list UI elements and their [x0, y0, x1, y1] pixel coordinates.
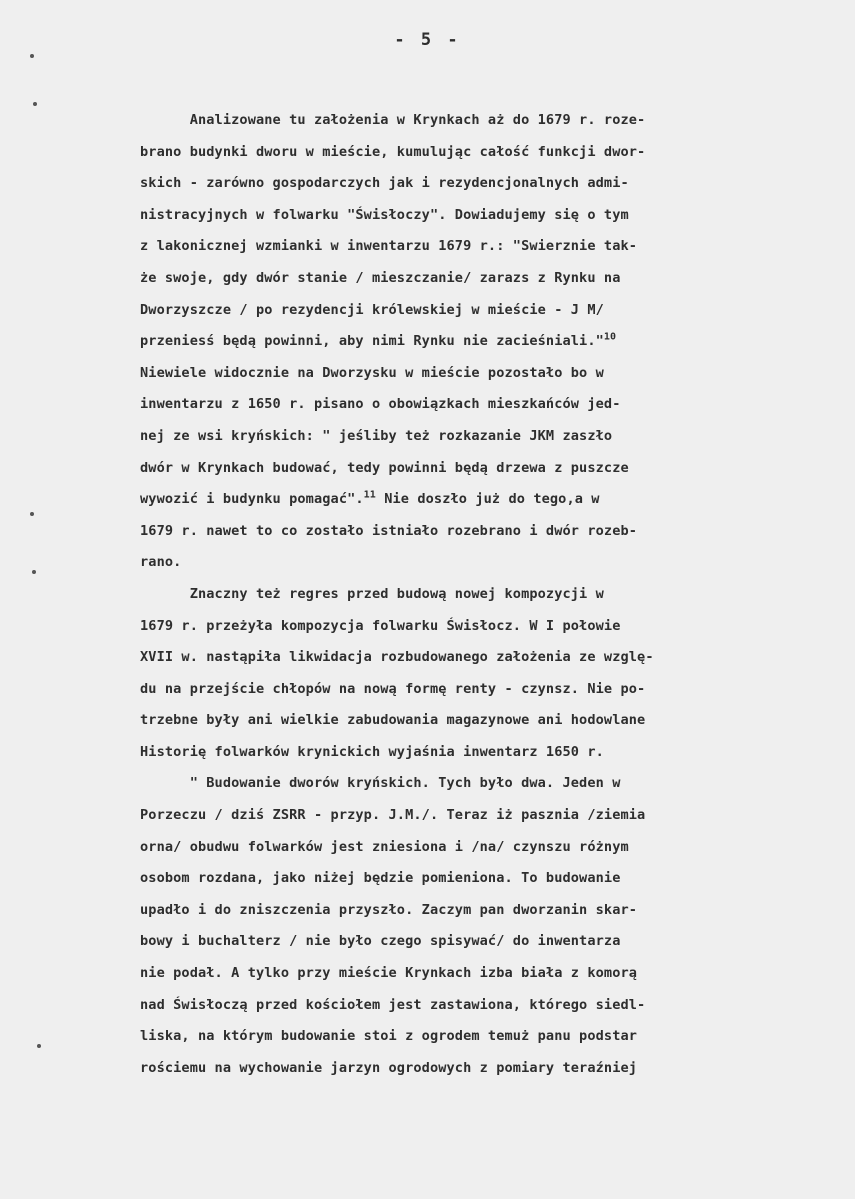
text-line: rościemu na wychowanie jarzyn ogrodowych z pomiary teraźniej	[140, 1059, 638, 1076]
text-line: orna/ obudwu folwarków jest zniesiona i /na/ czynszu różnym	[140, 838, 629, 855]
text-line: 1679 r. nawet to co zostało istniało rozebrano i dwór rozeb-	[140, 522, 638, 539]
text-line	[140, 484, 810, 516]
text-line: inwentarzu z 1650 r. pisano o obowiązkach mieszkańców jed-	[140, 396, 621, 413]
margin-mark	[30, 512, 34, 516]
text-line: z lakonicznej wzmianki w inwentarzu 1679 r.: "Swierznie tak-	[140, 238, 638, 255]
margin-mark	[37, 1044, 41, 1048]
text-line: Dworzyszcze / po rezydencji królewskiej w mieście - J M/	[140, 301, 604, 318]
footnote-ref: 10	[603, 331, 617, 343]
text-line: nej ze wsi kryńskich: " jeśliby też rozkazanie JKM zaszło	[140, 427, 613, 444]
text-line: Porzeczu / dziś ZSRR - przyp. J.M./. Teraz iż pasznia /ziemia	[140, 807, 646, 824]
page-number: - 5 -	[394, 30, 461, 50]
margin-mark	[32, 570, 36, 574]
text-line: dwór w Krynkach budować, tedy powinni będą drzewa z puszcze	[140, 459, 629, 476]
text-line: skich - zarówno gospodarczych jak i rezydencjonalnych admi-	[140, 175, 629, 192]
text-line: 1679 r. przeżyła kompozycja folwarku Świsłocz. W I połowie	[140, 617, 621, 634]
text-line: " Budowanie dworów kryńskich. Tych było dwa. Jeden w	[140, 775, 621, 792]
text-line: rano.	[140, 554, 182, 571]
text-line-content: wywozić i budynku pomagać".	[140, 491, 364, 508]
text-line-content: przeniesś będą powinni, aby nimi Rynku nie zacieśniali."	[140, 333, 604, 350]
margin-mark	[30, 54, 34, 58]
text-line: Znaczny też regres przed budową nowej kompozycji w	[140, 585, 604, 602]
text-line: brano budynki dworu w mieście, kumulując całość funkcji dwor-	[140, 143, 646, 160]
text-line: nistracyjnych w folwarku "Świsłoczy". Dowiadujemy się o tym	[140, 206, 629, 223]
text-line: Analizowane tu założenia w Krynkach aż do 1679 r. roze-	[140, 112, 646, 128]
text-line: upadło i do zniszczenia przyszło. Zaczym pan dworzanin skar-	[140, 901, 638, 918]
footnote-ref: 11	[363, 489, 376, 501]
text-line-content: Nie doszło już do tego,a w	[375, 491, 600, 508]
body-text	[140, 105, 810, 1084]
text-line: liska, na którym budowanie stoi z ogrodem temuż panu podstar	[140, 1028, 638, 1045]
text-line: du na przejście chłopów na nową formę renty - czynsz. Nie po-	[140, 680, 646, 697]
text-line: XVII w. nastąpiła likwidacja rozbudowanego założenia ze wzglę-	[140, 649, 654, 666]
text-line: nie podał. A tylko przy mieście Krynkach izba biała z komorą	[140, 965, 638, 982]
margin-mark	[33, 102, 37, 106]
text-line: że swoje, gdy dwór stanie / mieszczanie/ zarazs z Rynku na	[140, 269, 621, 286]
text-line: nad Świsłoczą przed kościołem jest zastawiona, którego siedl-	[140, 996, 646, 1013]
text-line	[140, 326, 810, 358]
text-line: Niewiele widocznie na Dworzysku w mieście pozostało bo w	[140, 364, 604, 381]
text-line: trzebne były ani wielkie zabudowania magazynowe ani hodowlane	[140, 712, 646, 729]
text-line: bowy i buchalterz / nie było czego spisywać/ do inwentarza	[140, 933, 621, 950]
text-line: Historię folwarków krynickich wyjaśnia inwentarz 1650 r.	[140, 743, 604, 760]
text-line: osobom rozdana, jako niżej będzie pomieniona. To budowanie	[140, 870, 621, 887]
